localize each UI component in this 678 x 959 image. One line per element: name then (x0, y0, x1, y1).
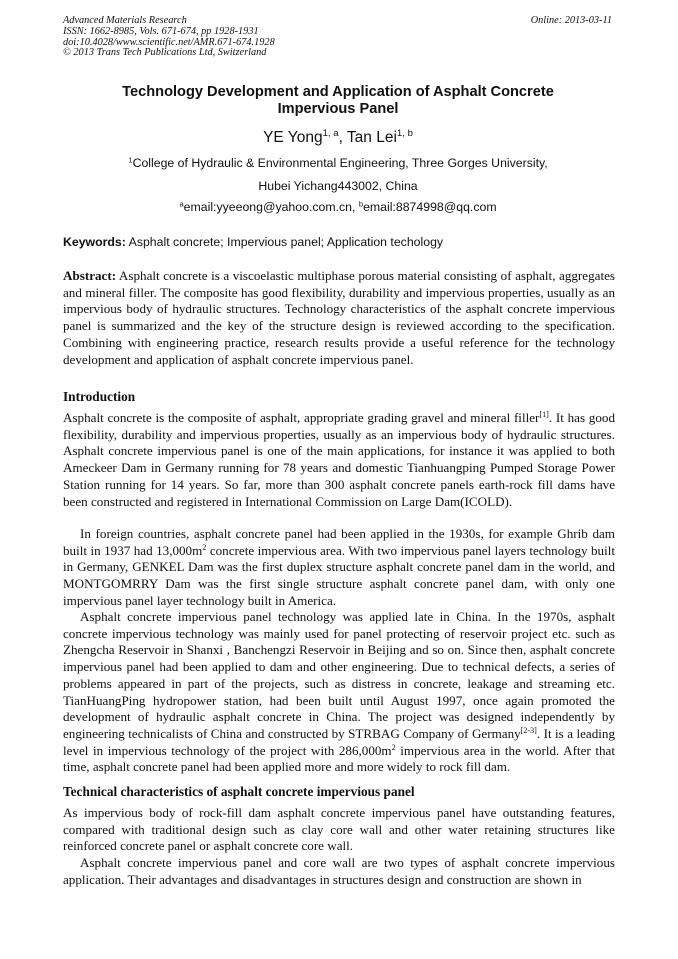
email-mark-a: a (179, 199, 184, 209)
intro-p1-text-a: Asphalt concrete is the composite of asphalt, appropriate grading gravel and mineral filler (63, 410, 540, 425)
abstract-label: Abstract: (63, 268, 117, 283)
title-line-2: Impervious Panel (277, 101, 399, 117)
introduction-paragraph-3 (63, 609, 615, 776)
keywords-label: Keywords: (63, 235, 126, 249)
technical-paragraph-1: As impervious body of rock-fill dam asphalt concrete impervious panel have outstanding features, compared with traditional design such as clay core wall and other water retaining structures like reinforced concrete panel or asphalt concrete core wall. (63, 805, 615, 854)
author-2-affiliation-mark: 1, b (396, 128, 413, 140)
author-2-name: Tan Lei (346, 129, 397, 146)
citation-2-3: [2-3] (520, 726, 537, 736)
author-separator: , (338, 129, 347, 146)
email-b: email:8874998@qq.com (363, 200, 497, 214)
technical-heading: Technical characteristics of asphalt concrete impervious panel (63, 784, 415, 799)
intro-p2-text-a: In foreign countries, asphalt concrete panel had been applied in the 1930s, for example Ghrib dam built in 1937 had 13,000m (63, 526, 615, 558)
intro-p2-text-b: concrete impervious area. With two impervious panel layers technology built in Germany, GENKEL Dam was the first duplex structure asphalt concrete panel dam in the world, and MONTGOMRRY Dam was the first single structure asphalt concrete panel dam, with only one impervious panel layer technology built in America. (63, 542, 615, 608)
affiliation-line-2: Hubei Yichang443002, China (258, 179, 418, 193)
journal-name: Advanced Materials Research (63, 15, 187, 26)
affiliation-mark: 1 (128, 155, 133, 165)
superscript-2: 2 (202, 542, 207, 552)
introduction-paragraph-1 (63, 410, 615, 510)
author-1-affiliation-mark: 1, a (322, 128, 339, 140)
email-line (63, 200, 613, 215)
affiliation-text-1: College of Hydraulic & Environmental Engineering, Three Gorges University, (132, 156, 548, 170)
introduction-heading: Introduction (63, 389, 136, 404)
abstract (63, 268, 615, 368)
intro-p1-text-b: . It has good flexibility, durability and impervious properties, usually as an impervious body of hydraulic structures. Asphalt concrete impervious panel is one of the main applications, for instance it was applied to both Ameckeer Dam in Germany running for 78 years and domestic Tianhuangping Pumped Storage Power Station running for 14 years. So far, more than 300 asphalt concrete panels earth-rock fill dams have been constructed and registered in International Commission on Large Dam(ICOLD). (63, 410, 615, 509)
paper-title (63, 84, 613, 118)
citation-1: [1] (539, 410, 549, 420)
introduction-paragraph-2 (63, 526, 615, 610)
doi-line: doi:10.4028/www.scientific.net/AMR.671-674.1928 (63, 36, 275, 48)
title-line-1: Technology Development and Application of Asphalt Concrete (122, 84, 554, 100)
running-header (63, 16, 275, 59)
intro-p3-text-b: . It is a leading level in impervious technology of the project with 286,000m (63, 725, 616, 758)
superscript-2b: 2 (391, 742, 396, 752)
author-1-name: YE Yong (263, 129, 323, 146)
keywords (63, 235, 615, 250)
issn-line: ISSN: 1662-8985, Vols. 671-674, pp 1928-1931 (63, 25, 259, 37)
author-list (63, 129, 613, 147)
online-date: Online: 2013-03-11 (530, 15, 612, 26)
intro-p3-text-a: Asphalt concrete impervious panel technology was applied late in China. In the 1970s, asphalt concrete impervious technology was mainly used for panel protecting of reservoir project etc. such as Zhengcha Reservoir in Shanxi , Banchengzi Reservoir in Beijing and so on. Since then, asphalt concrete impervious panel had been applied to dam and other engineering. Due to technical defects, a series of problems appeared in part of the projects, such as distress in concrete, leakage and streaming etc. TianHuangPing hydropower station, had been built until August 1997, once again promoted the development of hydraulic asphalt concrete in China. The project was designed independently by engineering technicalists of China and constructed by STRBAG Company of Germany (63, 609, 615, 741)
technical-paragraph-2: Asphalt concrete impervious panel and core wall are two types of asphalt concrete impervious application. Their advantages and disadvantages in structures design and construction are shown in (63, 855, 615, 887)
abstract-text: Asphalt concrete is a viscoelastic multiphase porous material consisting of asphalt, aggregates and mineral filler. The composite has good flexibility, durability and impervious properties, usually as an impervious body of hydraulic structures. Technology characteristics of the asphalt concrete impervious panel is summarized and the key of the structure design is reviewed according to the specification. Combining with engineering practice, research results provide a useful reference for the technology development and application of asphalt concrete impervious panel. (63, 268, 615, 367)
email-mark-b: b (358, 199, 364, 209)
keywords-text: Asphalt concrete; Impervious panel; Application techology (125, 235, 444, 249)
affiliation-line-1 (63, 156, 613, 171)
copyright-line: © 2013 Trans Tech Publications Ltd, Switzerland (63, 47, 267, 59)
intro-p3-text-c: impervious area in the world. After that time, asphalt concrete panel had been applied more and more widely to rock fill dam. (63, 742, 615, 775)
email-a: email:yyeeong@yahoo.com.cn, (183, 200, 359, 214)
